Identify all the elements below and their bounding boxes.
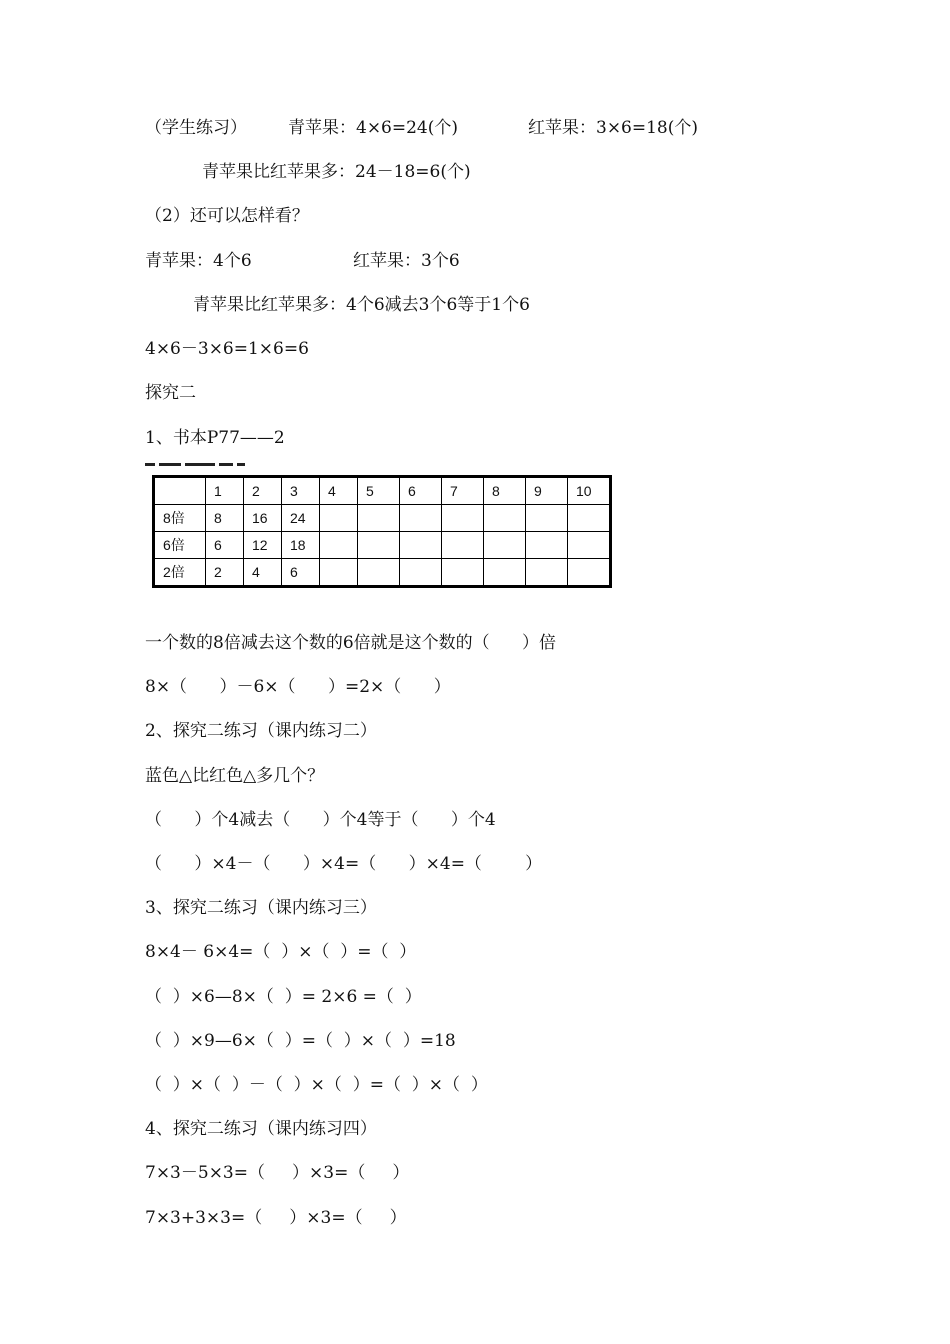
table-cell: 3 [282, 477, 320, 505]
table-cell: 16 [244, 505, 282, 532]
line-difference-calc: 青苹果比红苹果多：24－18=6(个) [202, 162, 471, 182]
table-cell: 5 [358, 477, 400, 505]
table-cell: 8 [484, 477, 526, 505]
table-cell: 10 [568, 477, 611, 505]
line-red-apples-groups: 红苹果：3个6 [353, 251, 460, 271]
table-cell: 9 [526, 477, 568, 505]
table-cell: 7 [442, 477, 484, 505]
line-green-apples-calc: 青苹果：4×6=24(个) [288, 118, 459, 138]
table-cell [442, 505, 484, 532]
line-book-ref: 1、书本P77——2 [145, 428, 285, 448]
line-triangle-question: 蓝色△比红色△多几个？ [145, 766, 325, 786]
line-formula: 4×6－3×6=1×6=6 [145, 339, 309, 359]
table-cell: 4 [244, 559, 282, 587]
table-cell: 2 [206, 559, 244, 587]
table-cell: 2 [244, 477, 282, 505]
line-exercise-3b: （ ）×6—8×（ ）= 2×6 =（ ） [145, 987, 422, 1007]
section-title-practice-3: 3、探究二练习（课内练习三） [145, 898, 377, 918]
table-cell [484, 559, 526, 587]
table-cell [526, 559, 568, 587]
table-cell [400, 532, 442, 559]
table-cell: 6倍 [154, 532, 206, 559]
section-title-explore-2: 探究二 [145, 383, 196, 403]
line-fill-blank-equation: 8×（ ）－6×（ ）=2×（ ） [145, 677, 451, 697]
table-cell [526, 532, 568, 559]
line-student-practice: （学生练习） [145, 118, 247, 138]
line-exercise-3a: 8×4－ 6×4=（ ）×（ ）=（ ） [145, 942, 417, 962]
table-cell [442, 532, 484, 559]
table-cell [568, 505, 611, 532]
table-header-row [154, 477, 611, 505]
table-cell [526, 505, 568, 532]
line-exercise-4a: 7×3－5×3=（ ）×3=（ ） [145, 1163, 410, 1183]
table-cell: 6 [206, 532, 244, 559]
table-cell [484, 532, 526, 559]
table-cell [358, 559, 400, 587]
table-cell [568, 559, 611, 587]
table-cell [358, 505, 400, 532]
section-title-practice-4: 4、探究二练习（课内练习四） [145, 1119, 377, 1139]
line-exercise-3c: （ ）×9—6×（ ）=（ ）×（ ）=18 [145, 1031, 456, 1051]
table-cell [320, 505, 358, 532]
line-groups-difference: 青苹果比红苹果多：4个6减去3个6等于1个6 [193, 295, 530, 315]
table-row [154, 532, 611, 559]
table-row [154, 505, 611, 532]
table-cell: 1 [206, 477, 244, 505]
table-cell [400, 505, 442, 532]
table-cell [442, 559, 484, 587]
section-title-practice-2: 2、探究二练习（课内练习二） [145, 721, 377, 741]
cropped-text-fragment [145, 463, 285, 471]
table-cell [320, 532, 358, 559]
table-cell: 8倍 [154, 505, 206, 532]
table-cell [568, 532, 611, 559]
table-cell: 8 [206, 505, 244, 532]
table-cell: 6 [282, 559, 320, 587]
line-exercise-3d: （ ）×（ ）－（ ）×（ ）=（ ）×（ ） [145, 1075, 488, 1095]
table-cell: 6 [400, 477, 442, 505]
table-cell: 12 [244, 532, 282, 559]
multiples-table [152, 475, 612, 588]
table-row [154, 559, 611, 587]
line-groups-of-4-equation: （ ）×4－（ ）×4=（ ）×4=（ ） [145, 854, 543, 874]
table-cell [484, 505, 526, 532]
line-exercise-4b: 7×3+3×3=（ ）×3=（ ） [145, 1208, 407, 1228]
table-cell [320, 559, 358, 587]
table-cell: 18 [282, 532, 320, 559]
line-red-apples-calc: 红苹果：3×6=18(个) [528, 118, 699, 138]
table-cell: 24 [282, 505, 320, 532]
table-cell: 4 [320, 477, 358, 505]
line-fill-blank-multiple: 一个数的8倍减去这个数的6倍就是这个数的（ ）倍 [145, 633, 557, 653]
table-cell: 2倍 [154, 559, 206, 587]
line-groups-of-4: （ ）个4减去（ ）个4等于（ ）个4 [145, 810, 496, 830]
table-cell [358, 532, 400, 559]
table-cell [400, 559, 442, 587]
table-cell [154, 477, 206, 505]
line-question-2: （2）还可以怎样看？ [145, 206, 309, 226]
line-green-apples-groups: 青苹果：4个6 [145, 251, 252, 271]
